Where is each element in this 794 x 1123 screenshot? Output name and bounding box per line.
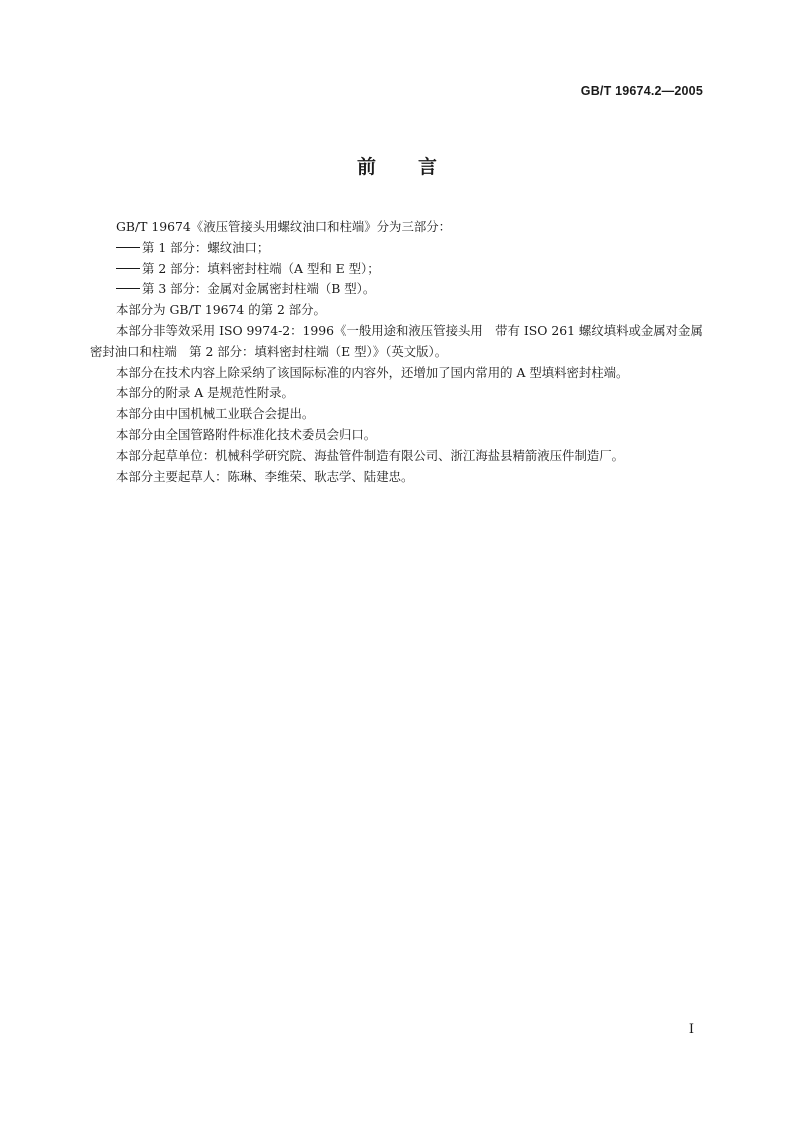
annex-paragraph: 本部分的附录 A 是规范性附录。 [116, 385, 294, 401]
em-dash-mark [116, 268, 140, 269]
standard-code: GB/T 19674.2—2005 [580, 84, 703, 98]
em-dash-mark [116, 288, 140, 289]
intro-paragraph: GB/T 19674《液压管接头用螺纹油口和柱端》分为三部分： [116, 219, 452, 234]
part-list-item [90, 259, 710, 280]
part-label: 第 2 部分：填料密封柱端（A 型和 E 型）； [142, 260, 380, 276]
technical-content-paragraph: 本部分在技术内容上除采纳了该国际标准的内容外，还增加了国内常用的 A 型填料密封柱端。 [116, 364, 629, 380]
drafting-units-paragraph: 本部分起草单位：机械科学研究院、海盐管件制造有限公司、浙江海盐县精箭液压件制造厂。 [116, 447, 625, 463]
page-number: I [688, 1022, 694, 1037]
em-dash-mark [116, 247, 140, 248]
proposed-by-paragraph: 本部分由中国机械工业联合会提出。 [116, 406, 315, 422]
part-label: 第 3 部分：金属对金属密封柱端（B 型）。 [142, 281, 376, 297]
part-of-paragraph: 本部分为 GB/T 19674 的第 2 部分。 [116, 302, 326, 318]
foreword-body [90, 217, 710, 487]
drafters-paragraph: 本部分主要起草人：陈琳、李维荣、耿志学、陆建忠。 [116, 468, 414, 484]
adoption-paragraph: 本部分非等效采用 ISO 9974-2：1996《一般用途和液压管接头用 带有 ISO 261 螺纹填料或金属对金属密封油口和柱端 第 2 部分：填料密封柱端（E 型）》（英文版）。 [90, 322, 703, 359]
part-label: 第 1 部分：螺纹油口； [142, 239, 270, 255]
part-list-item [90, 238, 710, 259]
part-list-item [90, 279, 710, 300]
page-title: 前言 [356, 156, 479, 178]
centralized-by-paragraph: 本部分由全国管路附件标准化技术委员会归口。 [116, 426, 377, 442]
